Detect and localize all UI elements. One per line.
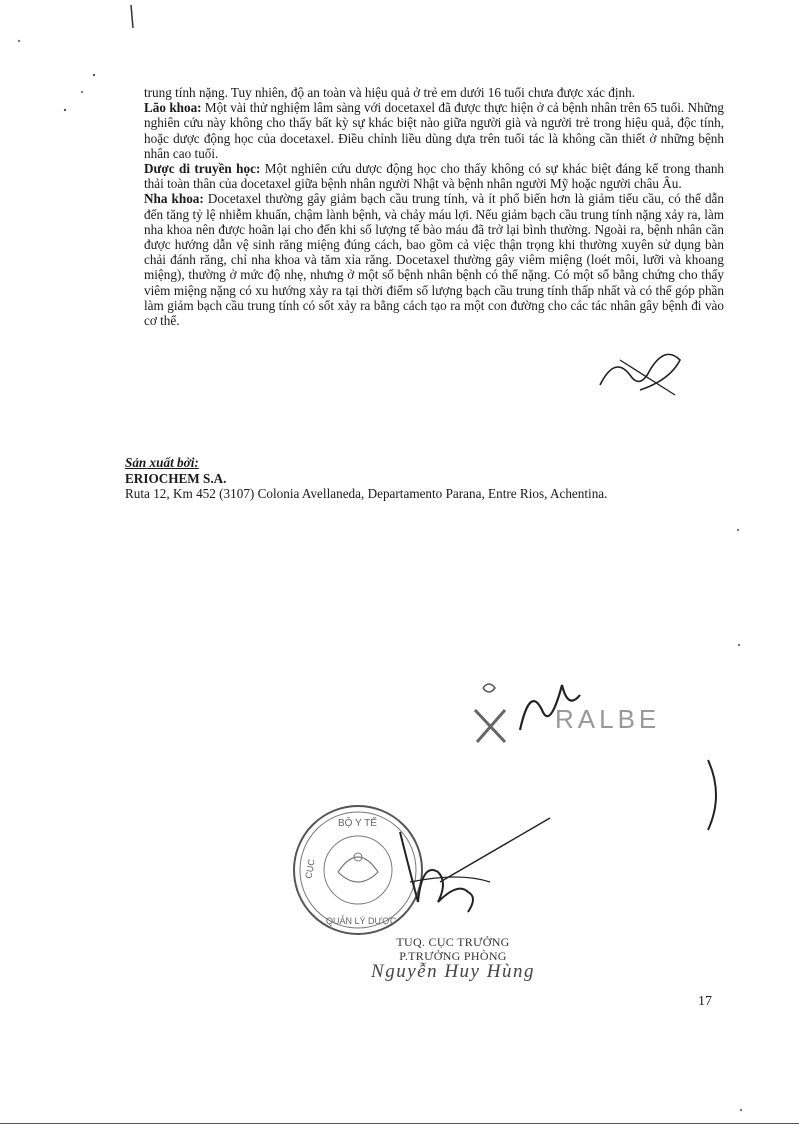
- paragraph-1-label: Lão khoa:: [144, 100, 202, 116]
- footer-rule: [0, 1123, 799, 1124]
- seal-top-text: BỘ Y TẾ: [338, 818, 377, 829]
- manufacturer-address: Ruta 12, Km 452 (3107) Colonia Avellaneda, Departamento Parana, Entre Rios, Achentina.: [125, 486, 608, 501]
- manufacturer-name: ERIOCHEM S.A.: [125, 470, 227, 486]
- page-number: 17: [698, 994, 712, 1009]
- manufacturer-label: Sản xuất bởi:: [125, 455, 199, 470]
- paragraph-2-label: Dược di truyền học:: [144, 161, 261, 177]
- paragraph-0-text: trung tính nặng. Tuy nhiên, độ an toàn và hiệu quả ở trẻ em dưới 16 tuổi chưa được xác định.: [144, 85, 636, 100]
- paragraph-3-label: Nha khoa:: [144, 191, 204, 207]
- watermark-text: RALBE: [555, 704, 661, 734]
- signer-title-2: P.TRƯỞNG PHÒNG: [399, 949, 507, 963]
- company-watermark-logo: [465, 680, 661, 755]
- paragraph-1-text: Một vài thử nghiệm lâm sàng với docetaxel đã được thực hiện ở cả bệnh nhân trên 65 tuổi. Những nghiên cứu này không cho thấy bất kỳ sự khác biệt nào giữa người già và người trẻ trong hiệu quả, độc tính, hoặc dược động học của docetaxel. Điều chỉnh liều dùng dựa trên tuổi tác là không cần thiết ở những bệnh nhân cao tuổi.: [144, 100, 725, 161]
- signature-block: [368, 935, 538, 982]
- signer-name: Nguyễn Huy Hùng: [371, 961, 535, 982]
- paragraph-2-text: Một nghiên cứu dược động học cho thấy không có sự khác biệt đáng kể trong thanh thải toàn thân của docetaxel giữa bệnh nhân người Nhật và bệnh nhân người Mỹ hoặc người châu Âu.: [144, 161, 725, 192]
- seal-bottom-text: QUẢN LÝ DƯỢC: [326, 916, 397, 926]
- initial-signature: [595, 345, 705, 405]
- paragraph-3-text: Docetaxel thường gây giảm bạch cầu trung tính, và ít phổ biến hơn là giảm tiểu cầu, có thể dẫn đến tăng tỷ lệ nhiễm khuẩn, chậm lành bệnh, và chảy máu lợi. Nếu giảm bạch cầu trung tính nặng xảy ra, làm nha khoa nên được hoãn lại cho đến khi số lượng tế bào máu đã trở lại bình thường. Ngoài ra, bệnh nhân cần được hướng dẫn vệ sinh răng miệng đúng cách, bao gồm cả việc thận trọng khi thường xuyên sử dụng bàn chải đánh răng, chỉ nha khoa và tăm xỉa răng. Docetaxel thường gây viêm miệng (loét môi, lưỡi và khoang miệng), thường ở mức độ nhẹ, nhưng ở một số bệnh nhân bệnh có thể nặng. Có một số bằng chứng cho thấy viêm miệng nặng có xu hướng xảy ra tại thời điểm số lượng bạch cầu trung tính thấp nhất và có thể góp phần làm giảm bạch cầu trung tính có sốt xảy ra bằng cách tạo ra một con đường cho các tác nhân gây bệnh đi vào cơ thể.: [144, 191, 724, 329]
- seal-left-text: CỤC: [303, 858, 317, 880]
- signer-title-1: TUQ. CỤC TRƯỞNG: [396, 935, 510, 949]
- handwritten-signature: [380, 812, 560, 922]
